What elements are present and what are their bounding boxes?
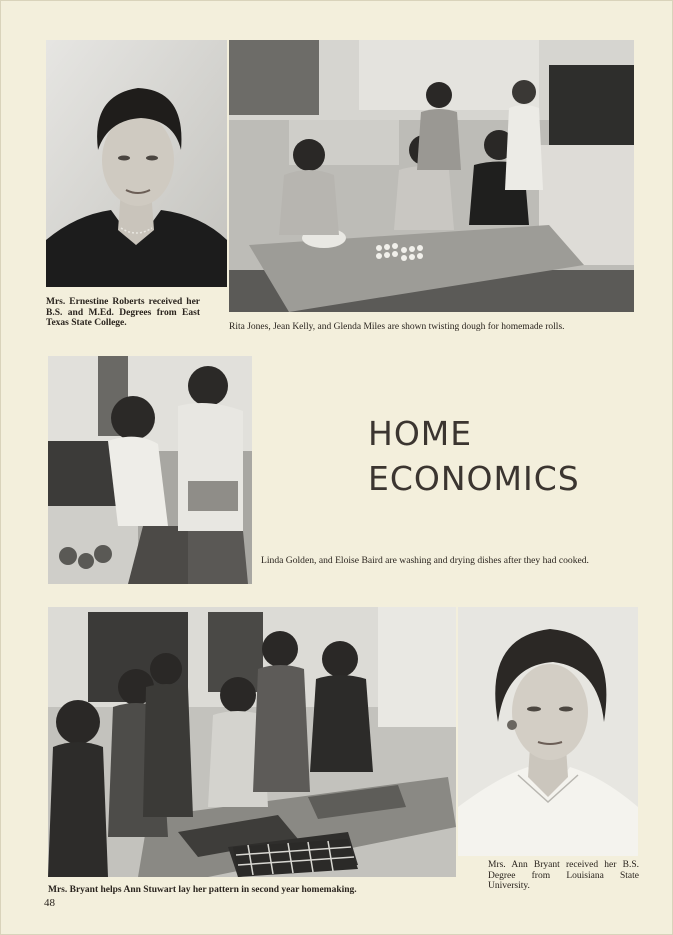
portrait-roberts-photo	[46, 40, 227, 287]
portrait-bryant-photo	[458, 607, 638, 856]
section-title-line1: HOME	[368, 414, 473, 453]
caption-dishes: Linda Golden, and Eloise Baird are washing and drying dishes after they had cooked.	[261, 555, 589, 566]
section-title-line2: ECONOMICS	[368, 459, 580, 498]
caption-pattern: Mrs. Bryant helps Ann Stuwart lay her pattern in second year homemaking.	[48, 885, 357, 895]
caption-roberts: Mrs. Ernestine Roberts received her B.S. and M.Ed. Degrees from East Texas State College.	[46, 297, 200, 328]
caption-rolls: Rita Jones, Jean Kelly, and Glenda Miles are shown twisting dough for homemade rolls.	[229, 322, 565, 332]
pattern-photo	[48, 607, 456, 877]
dishes-photo	[48, 356, 252, 584]
page-number: 48	[44, 897, 55, 909]
kitchen-rolls-photo	[229, 40, 634, 312]
caption-bryant: Mrs. Ann Bryant received her B.S. Degree from Louisiana State University.	[488, 860, 639, 891]
